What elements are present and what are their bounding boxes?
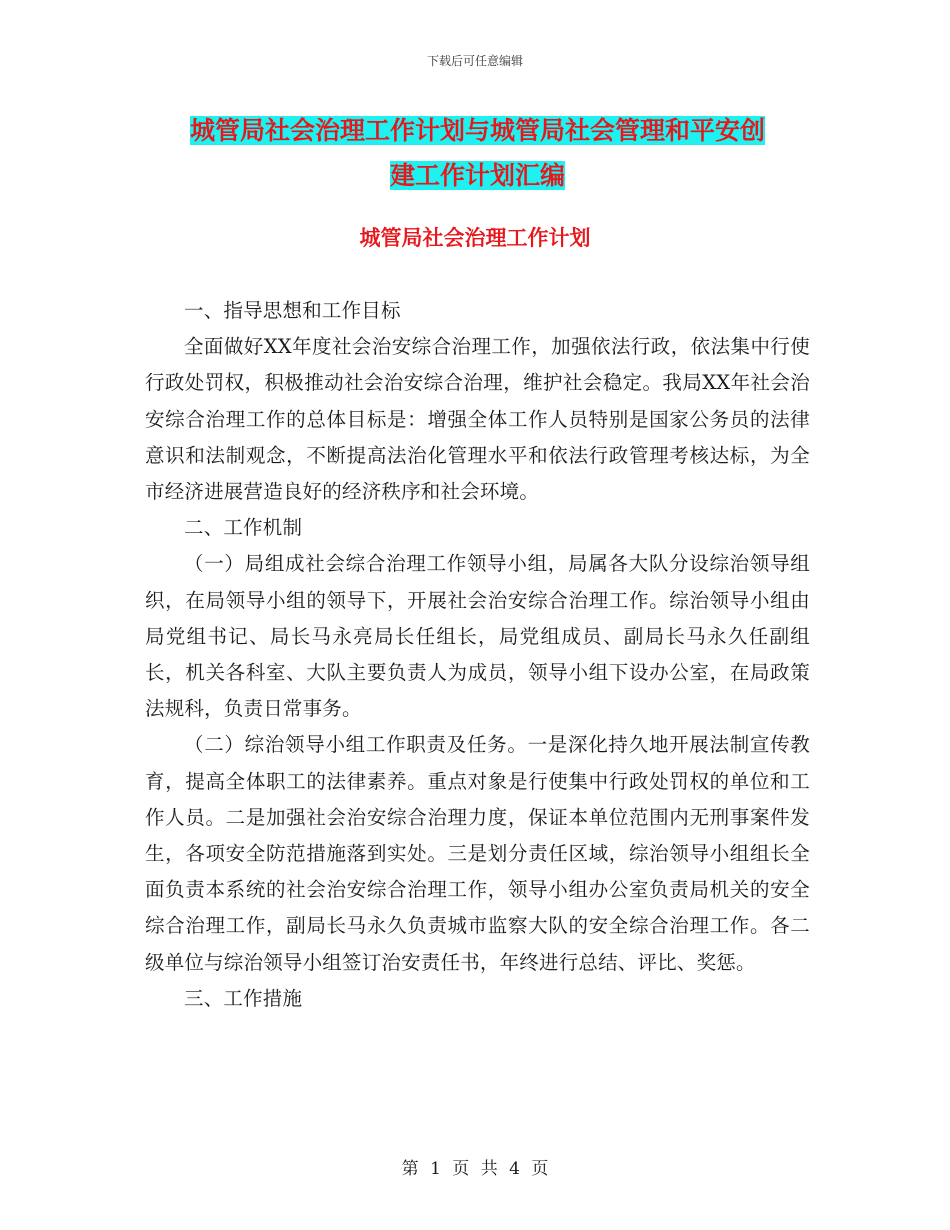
document-body	[145, 293, 810, 1017]
paragraph-leading-group: （一）局组成社会综合治理工作领导小组，局属各大队分设综治领导组织，在局领导小组的领导下，开展社会治安综合治理工作。综治领导小组由局党组书记、局长马永亮局长任组长，局党组成员、副局长马永久任副组长，机关各科室、大队主要负责人为成员，领导小组下设办公室，在局政策法规科，负责日常事务。	[145, 552, 810, 721]
document-title-line-1: 城管局社会治理工作计划与城管局社会管理和平安创	[189, 116, 765, 145]
heading-work-measures: 三、工作措施	[184, 986, 303, 1010]
paragraph-duties-tasks: （二）综治领导小组工作职责及任务。一是深化持久地开展法制宣传教育，提高全体职工的法律素养。重点对象是行使集中行政处罚权的单位和工作人员。二是加强社会治安综合治理力度，保证本单位范围内无刑事案件发生，各项安全防范措施落到实处。三是划分责任区域，综治领导小组组长全面负责本系统的社会治安综合治理工作，领导小组办公室负责局机关的安全综合治理工作，副局长马永久负责城市监察大队的安全综合治理工作。各二级单位与综治领导小组签订治安责任书，年终进行总结、评比、奖惩。	[145, 733, 810, 974]
section-title: 城管局社会治理工作计划	[359, 226, 591, 250]
document-title-line-2: 建工作计划汇编	[389, 161, 565, 190]
heading-work-mechanism: 二、工作机制	[184, 516, 303, 540]
paragraph-goals: 全面做好XX年度社会治安综合治理工作，加强依法行政，依法集中行使行政处罚权，积极推动社会治安综合治理，维护社会稳定。我局XX年社会治安综合治理工作的总体目标是：增强全体工作人员特别是国家公务员的法律意识和法制观念，不断提高法治化管理水平和依法行政管理考核达标，为全市经济进展营造良好的经济秩序和社会环境。	[145, 335, 810, 504]
document-title	[145, 108, 810, 198]
heading-guiding-ideology: 一、指导思想和工作目标	[184, 299, 401, 322]
page-number-footer: 第 1 页 共 4 页	[401, 1159, 549, 1179]
header-note: 下载后可任意编辑	[426, 54, 523, 68]
